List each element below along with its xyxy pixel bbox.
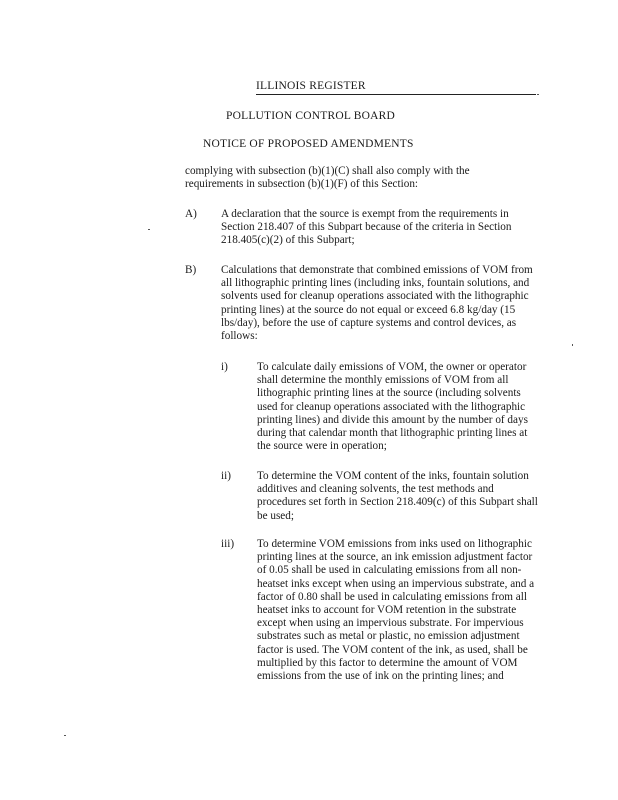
- scan-speck: [148, 229, 150, 230]
- subitem-label-ii: ii): [221, 470, 231, 482]
- subitem-text-i: To calculate daily emissions of VOM, the owner or operator shall determine the monthly emissions of VOM from all lithographic printing lines at the source (including solvents used for cleanup operations associated with the lithographic printing lines) and divide this amount by the number of days during that calendar month that lithographic printing lines at the source were in operation;: [257, 361, 528, 453]
- item-text-a: A declaration that the source is exempt from the requirements in Section 218.407 of this Subpart because of the criteria in Section 218.405(c)(2) of this Subpart;: [221, 208, 512, 247]
- notice-title: NOTICE OF PROPOSED AMENDMENTS: [203, 138, 414, 150]
- header-rule: [256, 94, 536, 95]
- subitem-text-ii: To determine the VOM content of the inks, fountain solution additives and cleaning solvents, the test methods and procedures set forth in Section 218.409(c) of this Subpart shall be used;: [257, 470, 538, 522]
- scan-speck: [64, 735, 66, 736]
- board-title: POLLUTION CONTROL BOARD: [226, 110, 396, 122]
- subitem-label-i: i): [221, 361, 228, 373]
- register-title: ILLINOIS REGISTER: [256, 80, 366, 92]
- subitem-label-iii: iii): [221, 538, 235, 550]
- subitem-text-iii: To determine VOM emissions from inks used on lithographic printing lines at the source, an ink emission adjustment factor of 0.05 shall be used in calculating emissions from all non-heatset inks except when using an impervious substrate, and a factor of 0.80 shall be used in calculating emissions from all heatset inks to account for VOM retention in the substrate except when using an impervious substrate. For impervious substrates such as metal or plastic, no emission adjustment factor is used. The VOM content of the ink, as used, shall be multiplied by this factor to determine the amount of VOM emissions from the use of ink on the printing lines; and: [257, 538, 535, 683]
- item-label-b: B): [185, 264, 197, 276]
- item-text-b: Calculations that demonstrate that combined emissions of VOM from all lithographic printing lines (including inks, fountain solutions, and solvents used for cleanup operations associated with the lithographic printing lines) at the source do not equal or exceed 6.8 kg/day (15 lbs/day), before the use of capture systems and control devices, as follows:: [221, 264, 533, 343]
- scan-speck: [537, 94, 539, 95]
- scan-speck: [572, 344, 573, 346]
- item-label-a: A): [185, 208, 197, 220]
- intro-paragraph: complying with subsection (b)(1)(C) shall also comply with the requirements in subsection (b)(1)(F) of this Section:: [185, 165, 470, 191]
